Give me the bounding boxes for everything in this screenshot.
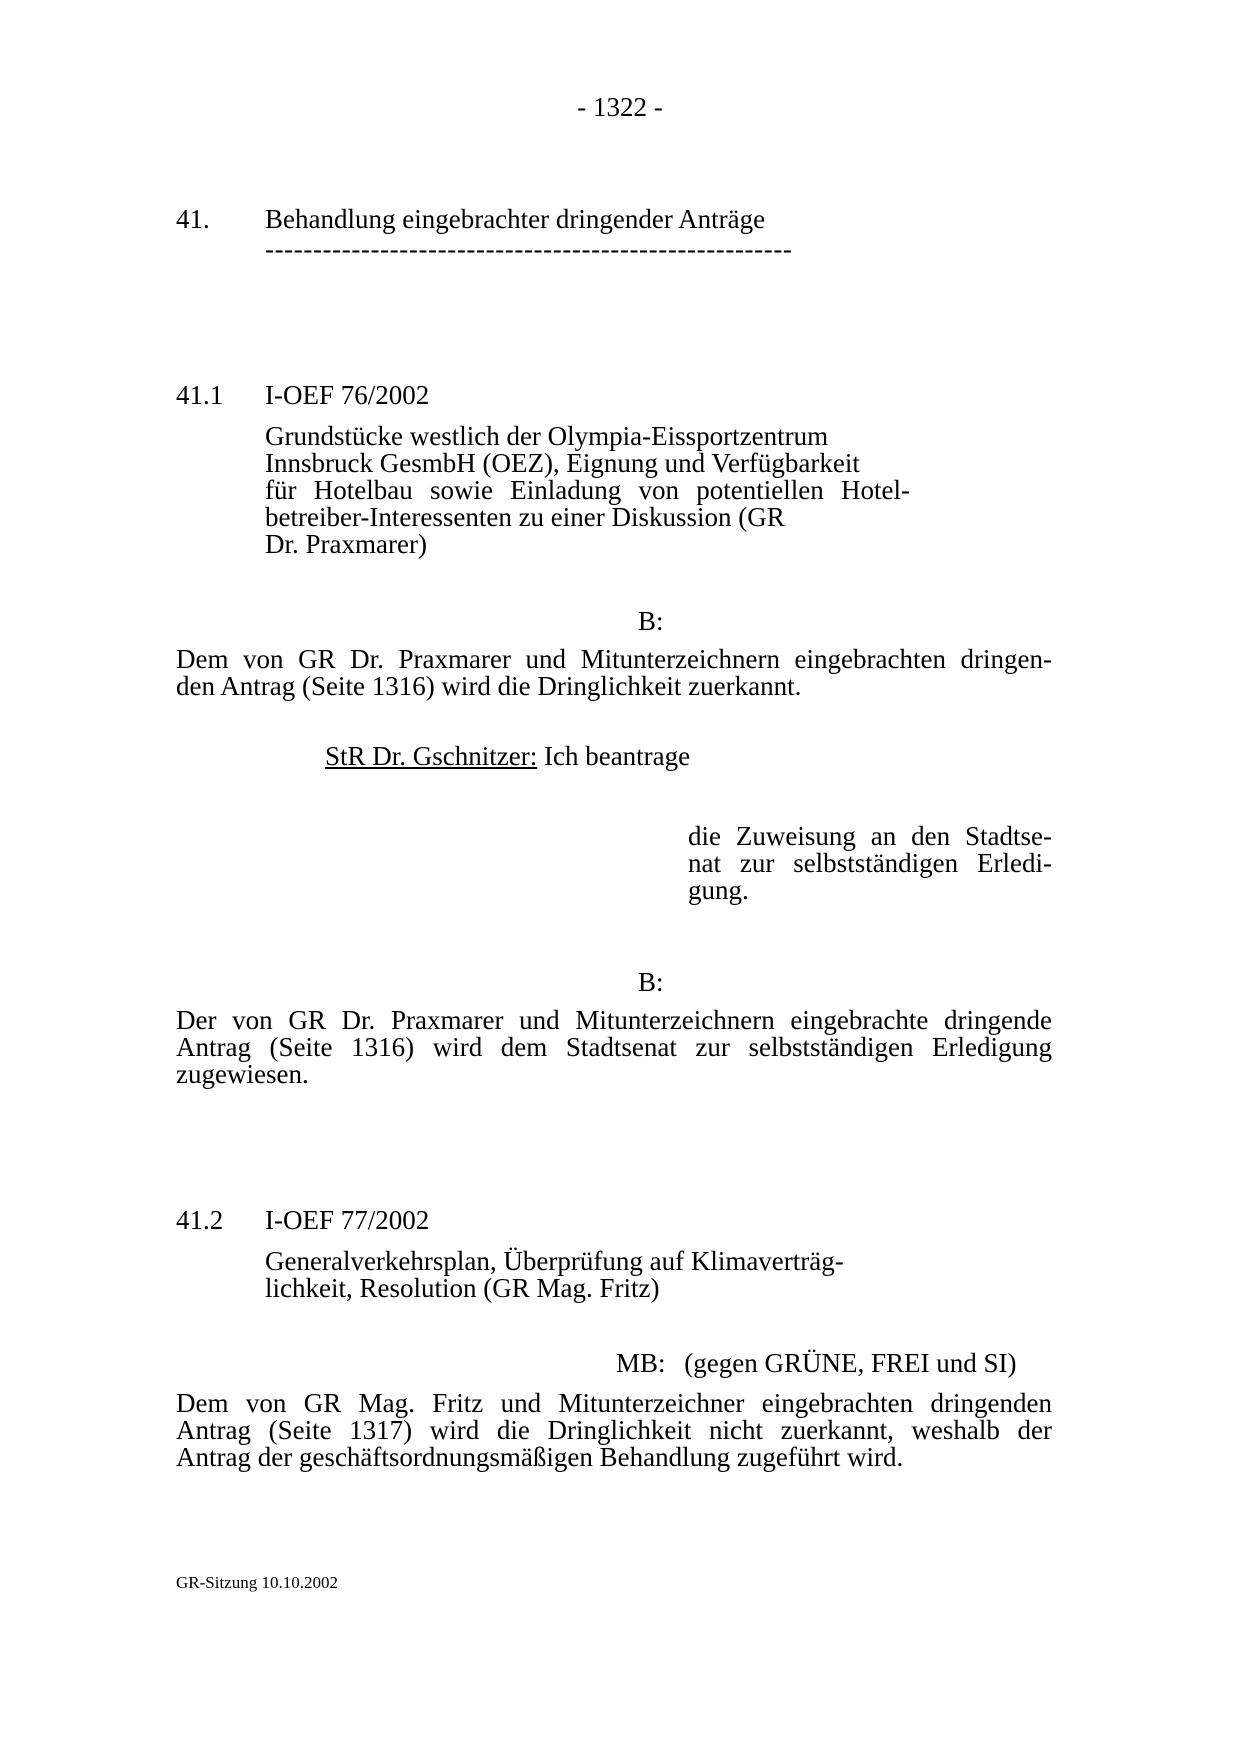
item-1-decision-2-text	[176, 1007, 1052, 1088]
item-1-subject-line: Dr. Praxmarer)	[265, 529, 427, 559]
speaker-name: StR Dr. Gschnitzer:	[325, 741, 538, 771]
decision-line: zugewiesen.	[176, 1059, 309, 1089]
item-1-subject-line: Innsbruck GesmbH (OEZ), Eignung und Verfügbarkeit	[265, 448, 860, 478]
decision-line: den Antrag (Seite 1316) wird die Dringlichkeit zuerkannt.	[176, 671, 802, 701]
item-2-code: I-OEF 77/2002	[265, 1205, 430, 1235]
item-1-speaker-line	[325, 743, 690, 770]
item-1-subject	[265, 423, 910, 558]
item-2-subject	[265, 1248, 844, 1302]
motion-line: die Zuweisung an den Stadtse-	[688, 821, 1052, 851]
item-1-number: 41.1	[176, 380, 224, 410]
footer: GR-Sitzung 10.10.2002	[176, 1573, 338, 1592]
item-1-decision-1-label: B:	[638, 606, 664, 636]
item-1-decision-1-text	[176, 646, 1052, 700]
section-title-rule: -------------------------------------------------------	[265, 234, 793, 264]
item-1-code: I-OEF 76/2002	[265, 380, 430, 410]
motion-line: nat zur selbstständigen Erledi-	[688, 848, 1052, 878]
decision-line: Antrag der geschäftsordnungsmäßigen Behandlung zugeführt wird.	[176, 1442, 904, 1472]
item-1-subject-line: betreiber-Interessenten zu einer Diskussion (GR	[265, 502, 785, 532]
decision-line: Der von GR Dr. Praxmarer und Mitunterzeichnern eingebrachte dringende	[176, 1005, 1052, 1035]
item-1-subject-line: Grundstücke westlich der Olympia-Eissportzentrum	[265, 421, 829, 451]
decision-line: Dem von GR Dr. Praxmarer und Mitunterzeichnern eingebrachten dringen-	[176, 644, 1052, 674]
decision-line: Dem von GR Mag. Fritz und Mitunterzeichner eingebrachten dringenden	[176, 1388, 1052, 1418]
section-title: Behandlung eingebrachter dringender Anträge	[265, 204, 766, 234]
item-2-subject-line: lichkeit, Resolution (GR Mag. Fritz)	[265, 1273, 660, 1303]
decision-line: Antrag (Seite 1317) wird die Dringlichkeit nicht zuerkannt, weshalb der	[176, 1415, 1052, 1445]
page-number: - 1322 -	[577, 92, 663, 122]
item-2-decision-text	[176, 1390, 1052, 1471]
motion-line: gung.	[688, 875, 749, 905]
item-2-decision-header	[616, 1350, 1017, 1377]
item-2-number: 41.2	[176, 1205, 224, 1235]
speaker-text: Ich beantrage	[543, 741, 691, 771]
item-1-motion	[688, 823, 1052, 904]
item-2-decision-note: (gegen GRÜNE, FREI und SI)	[684, 1348, 1017, 1378]
item-2-decision-label: MB:	[616, 1348, 666, 1378]
item-1-subject-line: für Hotelbau sowie Einladung von potentiellen Hotel-	[265, 475, 910, 505]
section-number: 41.	[176, 204, 210, 234]
decision-line: Antrag (Seite 1316) wird dem Stadtsenat zur selbstständigen Erledigung	[176, 1032, 1052, 1062]
item-1-decision-2-label: B:	[638, 967, 664, 997]
item-2-subject-line: Generalverkehrsplan, Überprüfung auf Klimaverträg-	[265, 1246, 844, 1276]
